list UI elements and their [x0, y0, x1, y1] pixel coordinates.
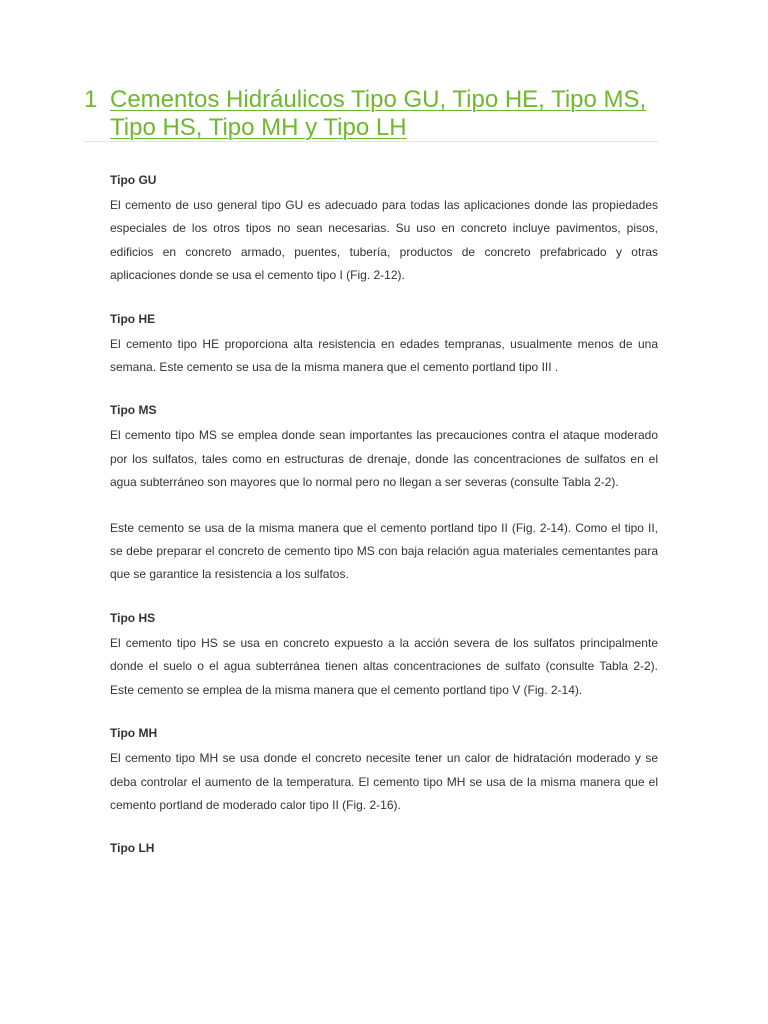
paragraph: El cemento tipo HS se usa en concreto expuesto a la acción severa de los sulfatos principalmente donde el suelo o el agua subterránea tienen altas concentraciones de sulfato (consulte Tabla 2-2). Este cemento se emplea de la misma manera que el cemento portland tipo V (Fig. 2-14).	[110, 635, 658, 697]
section-heading	[84, 86, 664, 142]
paragraph: El cemento tipo MS se emplea donde sean importantes las precauciones contra el ataque moderado por los sulfatos, tales como en estructuras de drenaje, donde las concentraciones de sulfatos en el agua subterráneo son mayores que lo normal pero no llegan a ser severas (consulte Tabla 2-2).	[110, 428, 658, 490]
section-tipo-ms	[110, 401, 658, 586]
section-title: Tipo MS	[110, 403, 157, 418]
section-tipo-mh	[110, 724, 658, 817]
section-tipo-gu	[110, 171, 658, 288]
paragraph: El cemento tipo HE proporciona alta resistencia en edades tempranas, usualmente menos de una semana. Este cemento se usa de la misma manera que el cemento portland tipo III .	[110, 336, 658, 375]
section-title: Tipo HE	[110, 311, 156, 326]
section-tipo-lh	[110, 839, 658, 857]
paragraph: El cemento tipo MH se usa donde el concreto necesite tener un calor de hidratación moderado y se deba controlar el aumento de la temperatura. El cemento tipo MH se usa de la misma manera que el cemento portland de moderado calor tipo II (Fig. 2-16).	[110, 751, 658, 812]
heading-number: 1	[84, 86, 98, 113]
heading-title-link[interactable]: Cementos Hidráulicos Tipo GU, Tipo HE, Tipo MS, Tipo HS, Tipo MH y Tipo LH	[110, 86, 647, 141]
section-title: Tipo HS	[110, 610, 156, 625]
section-tipo-hs	[110, 609, 658, 702]
section-title: Tipo GU	[110, 173, 157, 187]
section-title: Tipo LH	[110, 841, 155, 856]
paragraph: Este cemento se usa de la misma manera que el cemento portland tipo II (Fig. 2-14). Como el tipo II, se debe preparar el concreto de cemento tipo MS con baja relación agua materiales cementantes para que se garantice la resistencia a los sulfatos.	[110, 520, 658, 582]
document-body	[110, 171, 658, 862]
heading-divider	[84, 141, 658, 142]
section-title: Tipo MH	[110, 726, 158, 741]
paragraph: El cemento de uso general tipo GU es adecuado para todas las aplicaciones donde las propiedades especiales de los otros tipos no sean necesarias. Su uso en concreto incluye pavimentos, pisos, edificios en concreto armado, puentes, tubería, productos de concreto prefabricado y otras aplicaciones donde se usa el cemento tipo I (Fig. 2-12).	[110, 198, 658, 283]
section-tipo-he	[110, 310, 658, 380]
